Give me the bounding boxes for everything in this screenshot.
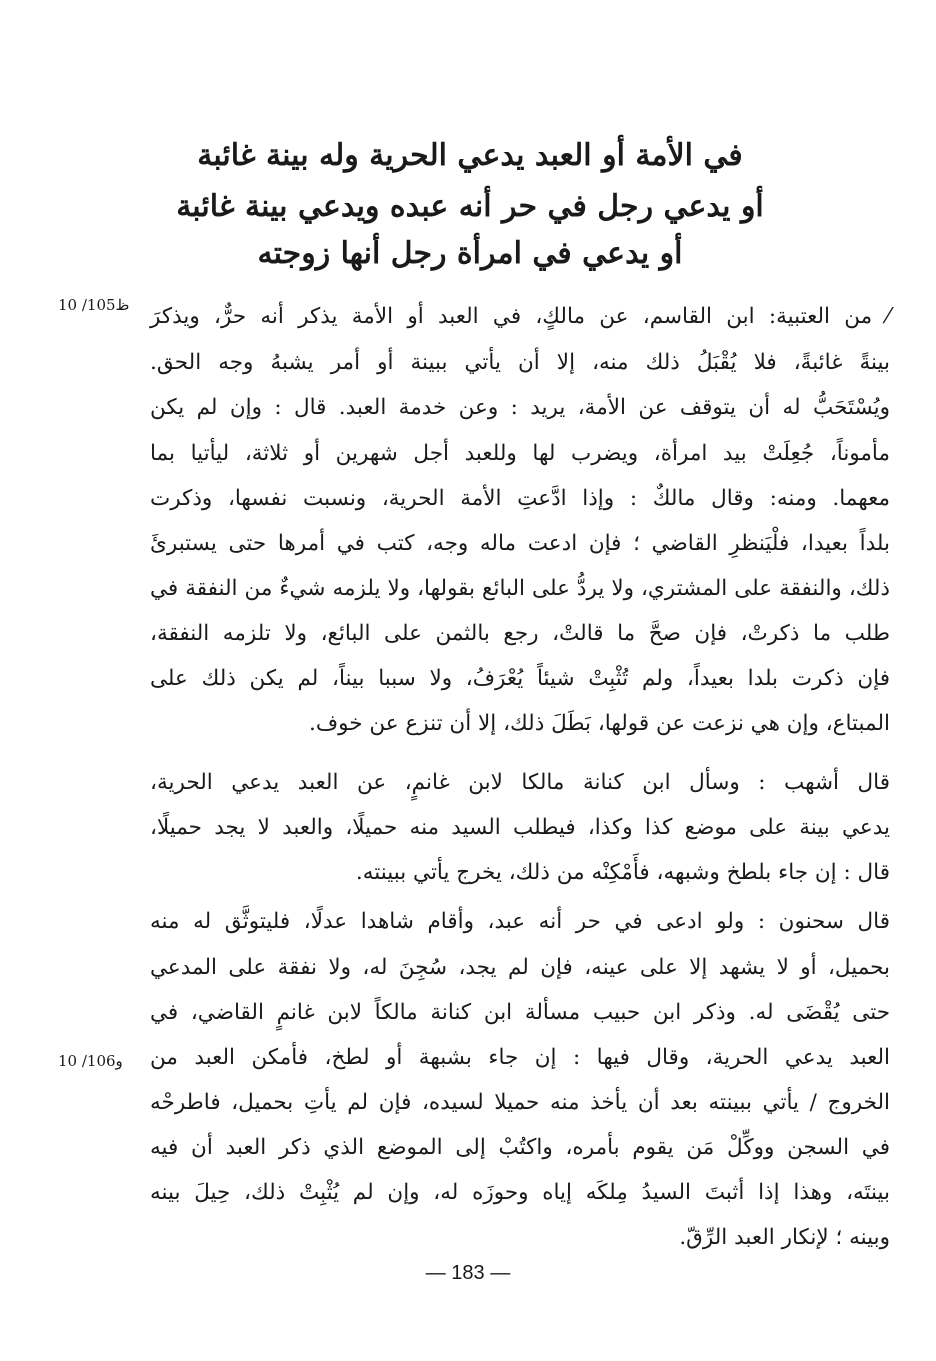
text-line: حتى يُقْضَى له. وذكر ابن حبيب مسألة ابن كنانة مالكاً لابن غانمٍ القاضي، في	[150, 1000, 890, 1025]
text-line: طلب ما ذكرتْ، فإن صحَّ ما قالتْ، رجع بالثمن على البائع، ولا تلزمه النفقة،	[150, 621, 890, 646]
chapter-title-line-3: أو يدعي في امرأة رجل أنها زوجته	[257, 236, 683, 271]
text-line: ⁄ من العتبية: ابن القاسم، عن مالكٍ، في العبد أو الأمة يذكر أنه حرٌّ، ويذكرَ	[150, 304, 890, 329]
text-line: مأموناً، جُعِلَتْ بيد امرأة، ويضرب لها وللعبد أجل شهرين أو ثلاثة، ليأتيا بما	[150, 441, 890, 466]
text-line: وبينه ؛ لإنكار العبد الرِّقّ.	[679, 1225, 890, 1250]
margin-folio-note: 10 /106و	[58, 1052, 123, 1070]
text-line: المبتاع، وإن هي نزعت عن قولها، بَطَلَ ذلك، إلا أن تنزع عن خوف.	[309, 711, 890, 736]
text-line: فإن ذكرت بلدا بعيداً، ولم تُثْبِتْ شيئاً يُعْرَفُ، ولا سببا بيناً، لم يكن ذلك على	[150, 666, 890, 691]
text-line: العبد يدعي الحرية، وقال فيها : إن جاء بشبهة أو لطخ، فأمكن العبد من	[150, 1045, 890, 1070]
text-line: الخروج / يأتي ببينته بعد أن يأخذ منه حميلا لسيده، فإن لم يأتِ بحميل، فاطرحْه	[150, 1090, 890, 1115]
text-line: بلداً بعيدا، فلْيَنظرِ القاضي ؛ فإن ادعت ماله وجه، كتب في أمرها حتى يستبرئَ	[150, 531, 890, 556]
text-line: قال أشهب : وسأل ابن كنانة مالكا لابن غانمٍ، عن العبد يدعي الحرية،	[150, 770, 890, 795]
text-line: قال سحنون : ولو ادعى في حر أنه عبد، وأقام شاهدا عدلًا، فليتوثَّق له منه	[150, 909, 890, 934]
chapter-title-line-2: أو يدعي رجل في حر أنه عبده ويدعي بينة غائبة	[176, 189, 764, 224]
chapter-title-line-1: في الأمة أو العبد يدعي الحرية وله بينة غائبة	[197, 138, 743, 173]
text-line: يدعي بينة على موضع كذا وكذا، فيطلب السيد منه حميلًا، والعبد لا يجد حميلًا،	[150, 815, 890, 840]
text-line: ويُسْتَحَبُّ له أن يتوقف عن الأمة، يريد : وعن خدمة العبد. قال : وإن لم يكن	[150, 395, 890, 420]
text-line: ذلك، والنفقة على المشتري، ولا يردُّ على البائع بقولها، ولا يلزمه شيءٌ من النفقة في	[150, 576, 890, 601]
text-line: بينةً غائبةً، فلا يُقْبَلُ ذلك منه، إلا أن يأتي ببينة أو أمر يشبهُ وجه الحق.	[150, 350, 890, 375]
text-line: معهما. ومنه: وقال مالكٌ : وإذا ادَّعتِ الأمة الحرية، ونسبت نفسها، وذكرت	[150, 486, 890, 511]
text-line: بحميل، أو لا يشهد إلا على عينه، فإن لم يجد، سُجِنَ له، ولا نفقة على المدعي	[150, 955, 890, 980]
text-line: في السجن ووكِّلْ مَن يقوم بأمره، واكتُبْ إلى الموضع الذي ذكر العبد أن فيه	[150, 1135, 890, 1160]
text-line: قال : إن جاء بلطخ وشبهه، فأَمْكِنْه من ذلك، يخرج يأتي ببينته.	[355, 860, 890, 885]
page-number: — 183 —	[425, 1262, 511, 1284]
text-line: بينتَه، وهذا إذا أثبتَ السيدُ مِلكَه إياه وحوزَه له، وإن لم يُثْبِتْ ذلك، حِيلَ بينه	[150, 1180, 890, 1205]
margin-folio-note: 10 /105ظ	[58, 296, 130, 314]
